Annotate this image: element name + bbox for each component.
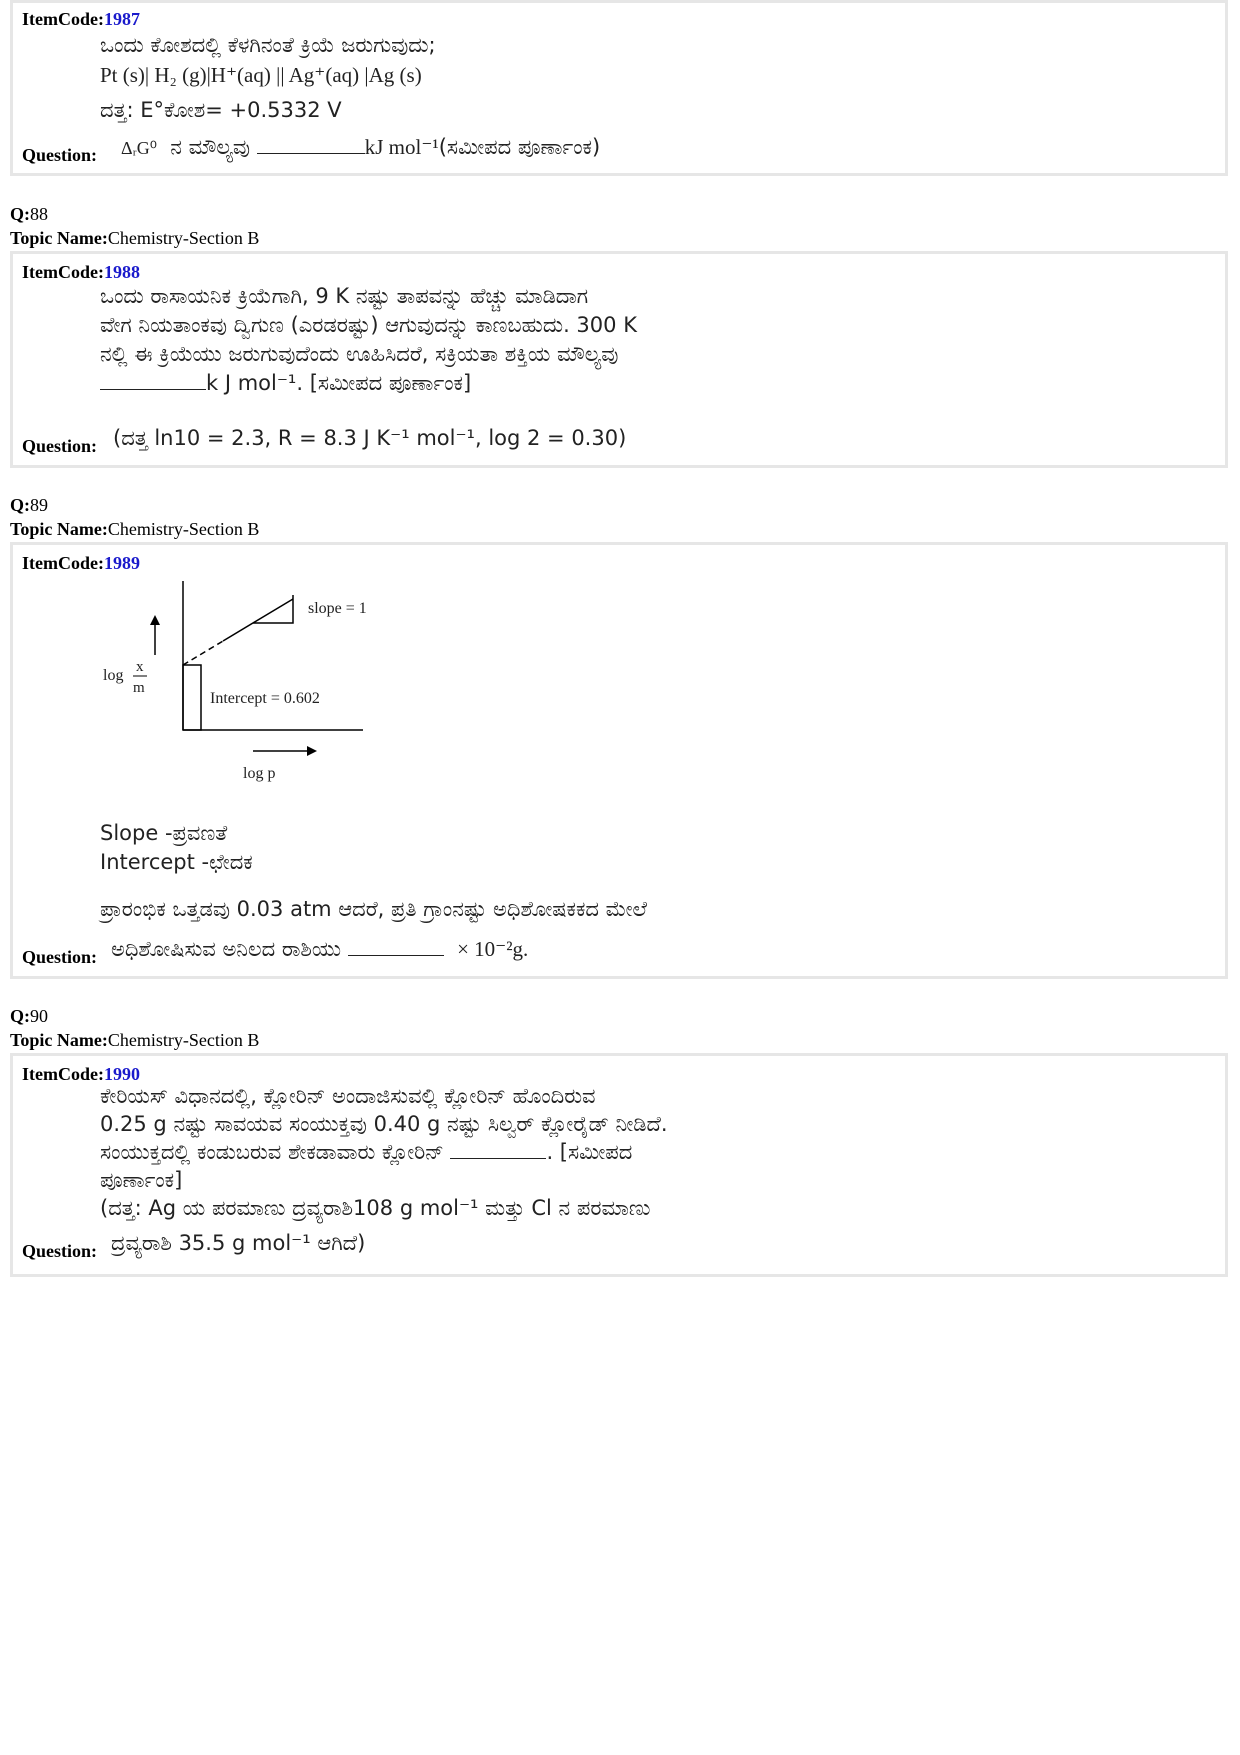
cell-notation: Pt (s)| H₂ (g)|H⁺(aq) || Ag⁺(aq) |Ag (s) bbox=[100, 63, 422, 87]
question-card-1990 bbox=[10, 1053, 1228, 1277]
question-line: k J mol⁻¹. [ಸಮೀಪದ ಪೂರ್ಣಾಂಕ] bbox=[100, 371, 471, 396]
definition-slope: Slope -ಪ್ರವಣತೆ bbox=[100, 821, 228, 845]
question-label: Question: bbox=[22, 436, 98, 456]
question-line: ಪ್ರಾರಂಭಿಕ ಒತ್ತಡವು 0.03 atm ಆದರೆ, ಪ್ರತಿ ಗ್ರಾಂನಷ್ಟು ಅಧಿಶೋಷಕಕದ ಮೇಲೆ bbox=[100, 897, 647, 921]
adsorption-graph bbox=[93, 575, 393, 785]
item-code: ItemCode:1990 bbox=[22, 1064, 140, 1084]
item-code: ItemCode:1988 bbox=[22, 262, 140, 282]
definition-intercept: Intercept -ಛೇದಕ bbox=[100, 850, 253, 874]
topic-name: Topic Name:Chemistry-Section B bbox=[10, 519, 260, 539]
intercept-label: Intercept = 0.602 bbox=[210, 690, 320, 707]
answer-blank bbox=[100, 389, 206, 390]
y-axis-label: log bbox=[103, 667, 124, 684]
question-card-1987 bbox=[10, 0, 1228, 176]
topic-name: Topic Name:Chemistry-Section B bbox=[10, 1030, 260, 1050]
q-number: Q:89 bbox=[10, 495, 48, 515]
question-line: 0.25 g ನಷ್ಟು ಸಾವಯವ ಸಂಯುಕ್ತವು 0.40 g ನಷ್ಟು ಸಿಲ್ವರ್ ಕ್ಲೋರೈಡ್ ನೀಡಿದೆ. bbox=[100, 1112, 668, 1136]
given-data: ದ್ರವ್ಯರಾಶಿ 35.5 g mol⁻¹ ಆಗಿದೆ) bbox=[111, 1231, 366, 1255]
question-label: Question: bbox=[22, 145, 98, 165]
answer-blank bbox=[257, 153, 365, 154]
q-number: Q:90 bbox=[10, 1006, 48, 1026]
question-line: ಒಂದು ಕೋಶದಲ್ಲಿ ಕೆಳಗಿನಂತೆ ಕ್ರಿಯೆ ಜರುಗುವುದು; bbox=[100, 33, 436, 57]
question-card-1989 bbox=[10, 542, 1228, 979]
question-line: ಅಧಿಶೋಷಿಸುವ ಅನಿಲದ ರಾಶಿಯು × 10⁻²g. bbox=[111, 937, 529, 961]
question-card-1988 bbox=[10, 251, 1228, 468]
topic-name: Topic Name:Chemistry-Section B bbox=[10, 228, 260, 248]
y-frac-den: m bbox=[133, 680, 145, 696]
question-label: Question: bbox=[22, 947, 98, 967]
question-line: ಪೂರ್ಣಾಂಕ] bbox=[100, 1168, 183, 1192]
question-label: Question: bbox=[22, 1241, 98, 1261]
question-line: ಕೇರಿಯಸ್ ವಿಧಾನದಲ್ಲಿ, ಕ್ಲೋರಿನ್ ಅಂದಾಜಿಸುವಲ್ಲಿ ಕ್ಲೋರಿನ್ ಹೊಂದಿರುವ bbox=[100, 1084, 596, 1108]
question-line: ΔᵣG⁰ ನ ಮೌಲ್ಯವು kJ mol⁻¹(ಸಮೀಪದ ಪೂರ್ಣಾಂಕ) bbox=[121, 135, 601, 159]
q-number: Q:88 bbox=[10, 204, 48, 224]
question-line: ನಲ್ಲಿ ಈ ಕ್ರಿಯೆಯು ಜರುಗುವುದೆಂದು ಊಹಿಸಿದರೆ, ಸಕ್ರಿಯತಾ ಶಕ್ತಿಯ ಮೌಲ್ಯವು bbox=[100, 342, 619, 366]
item-code: ItemCode:1987 bbox=[22, 9, 140, 29]
question-line: ವೇಗ ನಿಯತಾಂಕವು ದ್ವಿಗುಣ (ಎರಡರಷ್ಟು) ಆಗುವುದನ್ನು ಕಾಣಬಹುದು. 300 K bbox=[100, 313, 637, 337]
answer-blank bbox=[450, 1158, 546, 1159]
given-data: ದತ್ತ: E°ಕೋಶ= +0.5332 V bbox=[100, 98, 342, 122]
given-data: (ದತ್ತ ln10 = 2.3, R = 8.3 J K⁻¹ mol⁻¹, log 2 = 0.30) bbox=[113, 426, 627, 450]
y-frac-num: x bbox=[136, 659, 144, 675]
given-data: (ದತ್ತ: Ag ಯ ಪರಮಾಣು ದ್ರವ್ಯರಾಶಿ108 g mol⁻¹ ಮತ್ತು Cl ನ ಪರಮಾಣು bbox=[100, 1196, 651, 1220]
question-line: ಸಂಯುಕ್ತದಲ್ಲಿ ಕಂಡುಬರುವ ಶೇಕಡಾವಾರು ಕ್ಲೋರಿನ್ . [ಸಮೀಪದ bbox=[100, 1140, 633, 1164]
slope-label: slope = 1 bbox=[308, 600, 367, 617]
x-axis-label: log p bbox=[243, 765, 276, 782]
answer-blank bbox=[348, 955, 444, 956]
question-line: ಒಂದು ರಾಸಾಯನಿಕ ಕ್ರಿಯೆಗಾಗಿ, 9 K ನಷ್ಟು ತಾಪವನ್ನು ಹೆಚ್ಚು ಮಾಡಿದಾಗ bbox=[100, 284, 589, 308]
item-code: ItemCode:1989 bbox=[22, 553, 140, 573]
